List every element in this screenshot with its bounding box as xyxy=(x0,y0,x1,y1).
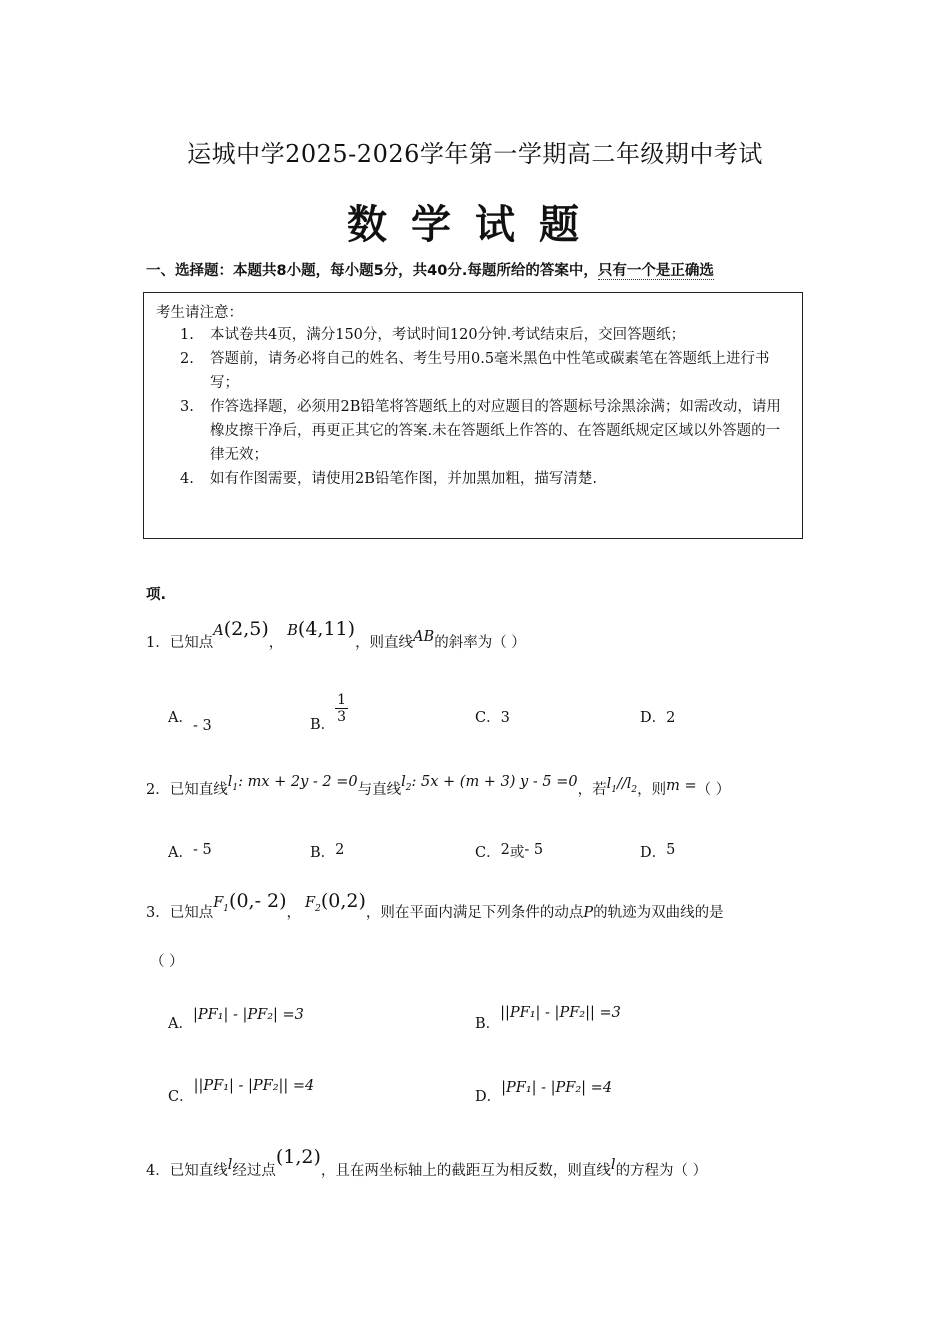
q2-l1-eq: : mx + 2y - 2 =0 xyxy=(238,774,358,790)
q1-sep: ， xyxy=(268,635,284,651)
q2-par-b-sub: 2 xyxy=(631,784,638,795)
q3-option-a[interactable] xyxy=(168,1007,304,1033)
question-1 xyxy=(146,618,526,652)
notice-item-num: 3. xyxy=(180,399,194,415)
q3-point-f2 xyxy=(305,890,366,914)
q3-f1-label: F xyxy=(213,895,224,911)
q3-option-b-label: B． xyxy=(475,1016,501,1032)
q4-text-1: 已知直线 xyxy=(169,1163,228,1179)
q2-option-b-value: 2 xyxy=(335,842,345,858)
q1-point-a-coord: (2,5) xyxy=(223,618,269,640)
notice-list xyxy=(176,323,786,491)
q1-option-a[interactable] xyxy=(168,706,212,734)
q3-f2-sub: 2 xyxy=(315,903,321,914)
q3-text-3: 的轨迹为双曲线的是 xyxy=(593,905,724,921)
q3-option-d-label: D． xyxy=(475,1089,502,1105)
q4-text-2: 经过点 xyxy=(232,1163,276,1179)
q4-line-l-2: l xyxy=(610,1157,616,1173)
q1-num: 1． xyxy=(146,635,170,651)
q2-line-1 xyxy=(227,774,358,793)
q1-option-b-denominator: 3 xyxy=(337,709,347,725)
q2-text-1: 已知直线 xyxy=(169,782,228,798)
q2-option-c-value-2: - 5 xyxy=(524,842,544,858)
q1-point-b-coord: (4,11) xyxy=(297,618,356,640)
notice-box xyxy=(143,292,803,539)
q2-num: 2． xyxy=(146,782,170,798)
q2-par-a: l xyxy=(606,776,612,792)
q1-text-2: ，则直线 xyxy=(355,635,414,651)
notice-item xyxy=(176,467,786,491)
q2-l2-name: l xyxy=(401,774,406,790)
q2-l1-sub: 1 xyxy=(232,782,239,793)
q2-par-b: l xyxy=(626,776,632,792)
q2-option-a-value: - 5 xyxy=(192,842,212,858)
q2-option-c[interactable] xyxy=(475,841,543,862)
q2-option-d-label: D． xyxy=(640,845,667,861)
q2-l2-sub: 2 xyxy=(405,782,412,793)
q2-m-eq: m = xyxy=(666,778,697,794)
q3-text-1: 已知点 xyxy=(169,905,214,921)
question-3 xyxy=(146,890,724,924)
question-4 xyxy=(146,1146,708,1180)
section-heading-tail: 项. xyxy=(146,587,167,603)
q2-option-b-label: B． xyxy=(310,845,336,861)
q4-text-3: ，且在两坐标轴上的截距互为相反数，则直线 xyxy=(320,1163,611,1179)
q1-option-c-label: C． xyxy=(475,710,501,726)
q1-point-a xyxy=(213,618,269,640)
q2-text-2: 与直线 xyxy=(357,782,402,798)
q2-par-sym: // xyxy=(616,776,627,792)
q3-option-b[interactable] xyxy=(475,1005,621,1033)
page-subtitle: 数学试题 xyxy=(347,202,603,248)
q3-sep: ， xyxy=(286,905,302,921)
q3-f1-sub: 1 xyxy=(223,903,230,914)
q1-point-b xyxy=(287,618,356,640)
q2-par-a-sub: 1 xyxy=(611,784,617,795)
q1-option-a-value: - 3 xyxy=(192,718,212,734)
notice-item-text: 答题前，请务必将自己的姓名、考生号用0.5毫米黑色中性笔或碳素笔在答题纸上进行书写； xyxy=(210,351,770,391)
q3-text-2: ，则在平面内满足下列条件的动点 xyxy=(365,905,584,921)
q3-option-d-expr: |PF₁| - |PF₂| =4 xyxy=(501,1080,613,1096)
q2-option-c-or: 或 xyxy=(509,845,525,861)
section-heading-text: 一、选择题：本题共8小题，每小题5分，共40分.每题所给的答案中， xyxy=(146,263,598,279)
q3-option-d[interactable] xyxy=(475,1080,613,1106)
q3-option-c-label: C． xyxy=(168,1089,194,1105)
notice-item-num: 1. xyxy=(180,327,194,343)
q2-text-3: ，若 xyxy=(577,782,607,798)
q1-text-3: 的斜率为（ ） xyxy=(434,635,526,651)
q1-option-b[interactable] xyxy=(310,692,348,733)
q4-text-4: 的方程为（ ） xyxy=(615,1163,708,1179)
q2-parallel xyxy=(606,776,638,795)
q1-option-d[interactable] xyxy=(640,706,675,727)
q1-option-b-label: B． xyxy=(310,716,336,733)
notice-item xyxy=(176,347,786,395)
q4-num: 4． xyxy=(146,1163,170,1179)
notice-item-text: 如有作图需要，请使用2B铅笔作图，并加黑加粗，描写清楚. xyxy=(210,471,597,487)
notice-item xyxy=(176,395,786,467)
q1-option-c-value: 3 xyxy=(500,710,510,726)
q1-point-a-label: A xyxy=(213,623,224,639)
q2-option-b[interactable] xyxy=(310,841,344,862)
q2-option-d[interactable] xyxy=(640,841,675,862)
question-2 xyxy=(146,774,731,801)
q2-l2-eq: : 5x + (m + 3) y - 5 =0 xyxy=(411,774,578,790)
q2-option-a-label: A． xyxy=(168,845,193,861)
q2-option-d-value: 5 xyxy=(666,842,676,858)
section-heading xyxy=(146,259,714,280)
q1-line-ab: AB xyxy=(413,629,435,645)
q3-point-f1 xyxy=(213,890,287,914)
section-heading-underlined: 只有一个是正确选 xyxy=(597,263,714,279)
q1-option-c[interactable] xyxy=(475,706,510,727)
q3-option-c[interactable] xyxy=(168,1078,315,1106)
notice-item-text: 本试卷共4页，满分150分，考试时间120分钟.考试结束后，交回答题纸； xyxy=(210,327,686,343)
q1-point-b-label: B xyxy=(287,623,298,639)
q3-num: 3． xyxy=(146,905,170,921)
notice-item-num: 2. xyxy=(180,351,194,367)
q2-option-a[interactable] xyxy=(168,841,212,862)
q4-line-l: l xyxy=(227,1157,233,1173)
q3-option-b-expr: ||PF₁| - |PF₂|| =3 xyxy=(500,1005,621,1021)
notice-item xyxy=(176,323,786,347)
q3-f2-label: F xyxy=(305,895,316,911)
notice-item-num: 4. xyxy=(180,471,194,487)
q2-line-2 xyxy=(401,774,578,793)
q2-text-4: ，则 xyxy=(637,782,667,798)
q3-option-a-label: A． xyxy=(168,1016,193,1032)
q1-option-b-fraction xyxy=(335,692,348,725)
q2-text-5: （ ） xyxy=(696,782,731,798)
q3-option-c-expr: ||PF₁| - |PF₂|| =4 xyxy=(193,1078,315,1094)
q3-point-p: P xyxy=(583,905,594,921)
q3-option-a-expr: |PF₁| - |PF₂| =3 xyxy=(192,1007,304,1023)
q1-text-1: 已知点 xyxy=(169,635,214,651)
q2-option-c-value-1: 2 xyxy=(500,842,510,858)
q1-option-d-value: 2 xyxy=(666,710,676,726)
q3-f2-coord: (0,2) xyxy=(320,890,366,912)
q2-l1-name: l xyxy=(227,774,233,790)
q1-option-a-label: A． xyxy=(168,710,193,726)
page-title: 运城中学2025-2026学年第一学期高二年级期中考试 xyxy=(187,140,763,168)
notice-title: 考生请注意： xyxy=(156,305,243,321)
q1-option-b-numerator: 1 xyxy=(337,692,347,708)
q1-option-d-label: D． xyxy=(640,710,667,726)
q3-paren: （ ） xyxy=(150,954,184,970)
notice-item-text: 作答选择题，必须用2B铅笔将答题纸上的对应题目的答题标号涂黑涂满；如需改动，请用橡皮擦干净后，再更正其它的答案.未在答题纸上作答的、在答题纸规定区域以外答题的一律无效； xyxy=(210,399,781,463)
q3-f1-coord: (0,- 2) xyxy=(229,890,287,912)
q4-point: (1,2) xyxy=(275,1146,321,1168)
q2-option-c-label: C． xyxy=(475,845,501,861)
